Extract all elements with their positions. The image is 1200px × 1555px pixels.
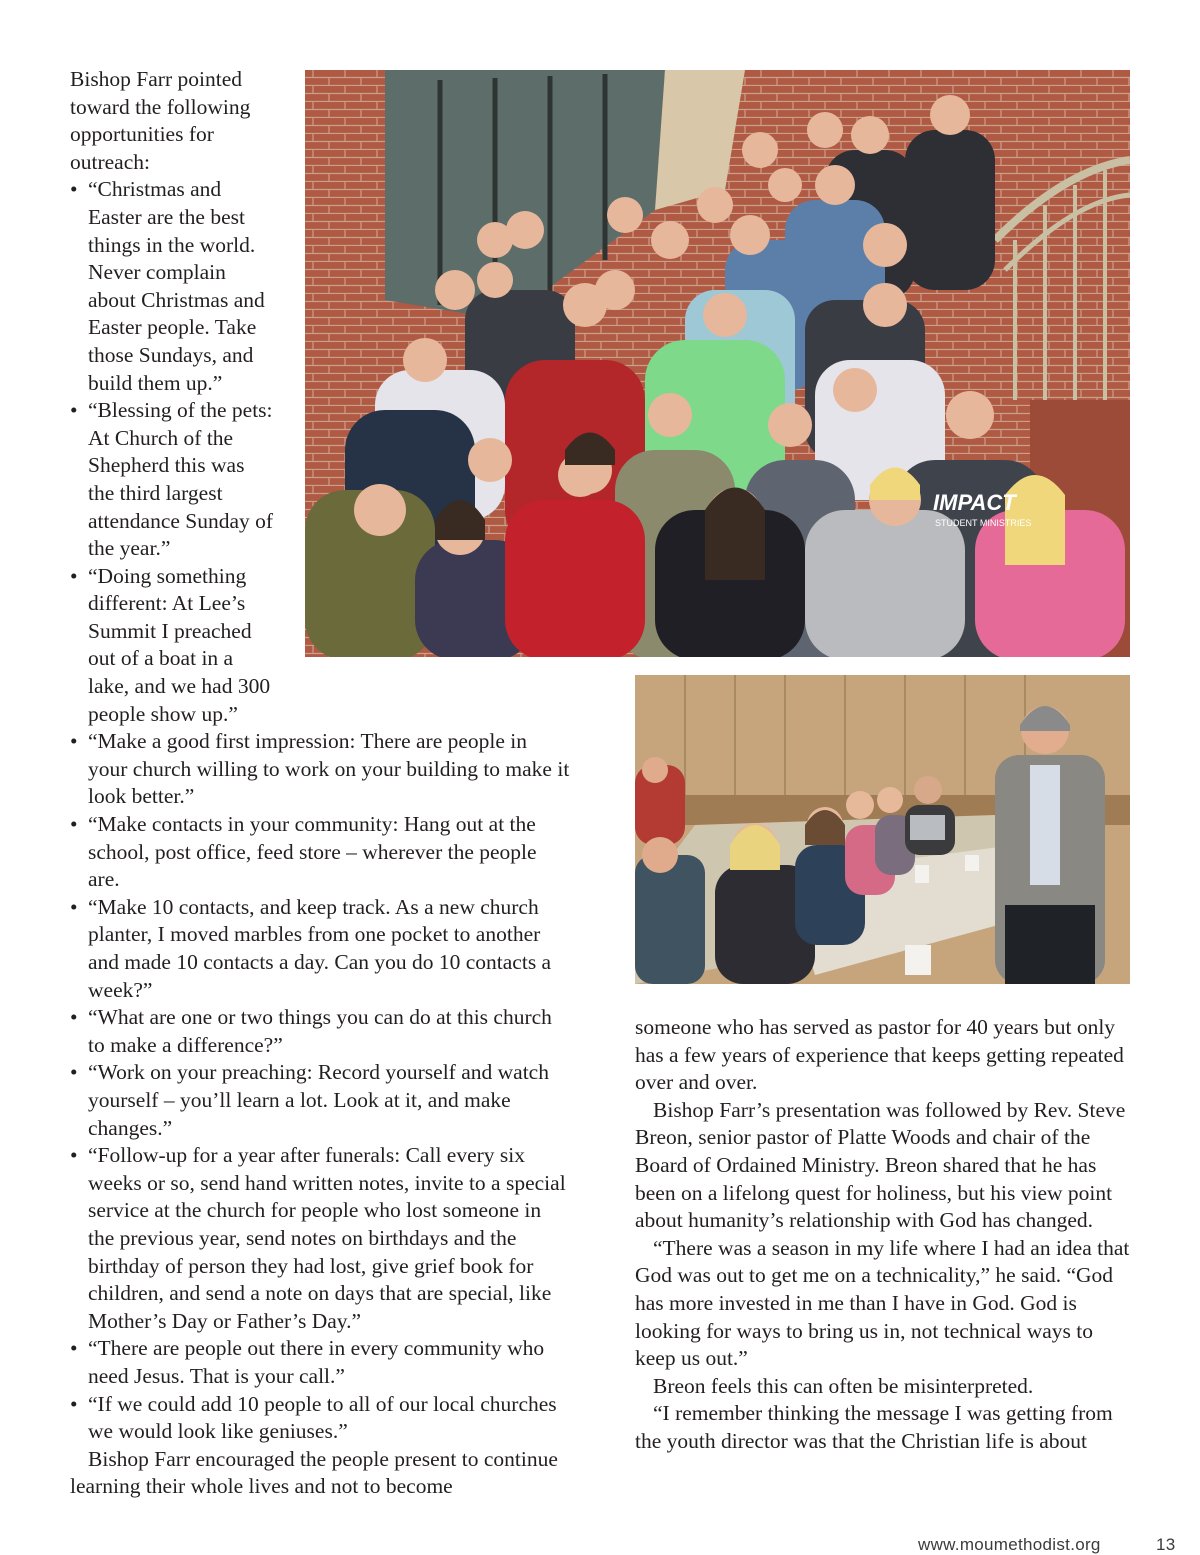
meeting-photo — [635, 675, 1130, 984]
group-photo — [305, 70, 1130, 657]
list-item: • “Make a good first impression: There are people in your church willing to work on your building to make it look better.” — [70, 728, 570, 811]
outreach-list-wide — [70, 728, 570, 1445]
footer-url: www.moumethodist.org — [918, 1535, 1101, 1554]
continued-paragraph: someone who has served as pastor for 40 years but only has a few years of experience that keeps getting repeated over and over. — [635, 1015, 1124, 1095]
list-item: • “Follow-up for a year after funerals: Call every six weeks or so, send hand written notes, invite to a special service at the church for people who lost someone in the previous year, send notes on birthdays and the birthday of person they had lost, give grief book for children, and send a note on days that are special, like Mother’s Day or Father’s Day.” — [70, 1142, 570, 1335]
right-column — [635, 1014, 1130, 1456]
list-item: • “Doing something different: At Lee’s Summit I preached out of a boat in a lake, and we had 300 people show up.” — [70, 563, 274, 729]
list-item: • “Work on your preaching: Record yourself and watch yourself – you’ll learn a lot. Look at it, and make changes.” — [70, 1059, 570, 1142]
body-paragraph: Breon feels this can often be misinterpreted. — [653, 1373, 1034, 1398]
page-number: 13 — [1156, 1535, 1176, 1554]
body-paragraph: “There was a season in my life where I had an idea that God was out to get me on a technicality,” he said. “God has more invested in me than I have in God. God is looking for ways to bring us in, not technical ways to keep us out.” — [635, 1235, 1130, 1371]
list-item: • “There are people out there in every community who need Jesus. That is your call.” — [70, 1335, 570, 1390]
list-item: • “Make 10 contacts, and keep track. As a new church planter, I moved marbles from one pocket to another and made 10 contacts a day. Can you do 10 contacts a week?” — [70, 894, 570, 1004]
list-item: • “Christmas and Easter are the best things in the world. Never complain about Christmas and Easter people. Take those Sundays, and build them up.” — [70, 176, 274, 397]
closing-paragraph: Bishop Farr encouraged the people present to continue learning their whole lives and not to become — [70, 1446, 558, 1499]
list-item: • “What are one or two things you can do at this church to make a difference?” — [70, 1004, 570, 1059]
list-item: • “Blessing of the pets: At Church of the Shepherd this was the third largest attendance Sunday of the year.” — [70, 397, 274, 563]
list-item: • “If we could add 10 people to all of our local churches we would look like geniuses.” — [70, 1391, 570, 1446]
body-paragraph: Bishop Farr’s presentation was followed by Rev. Steve Breon, senior pastor of Platte Woods and chair of the Board of Ordained Ministry. Breon shared that he has been on a lifelong quest for holiness, but his view point about humanity’s relationship with God has changed. — [635, 1097, 1126, 1233]
shirt-logo-text: IMPACT — [933, 490, 1016, 515]
shirt-logo-subtext: STUDENT MINISTRIES — [935, 518, 1032, 528]
body-paragraph: “I remember thinking the message I was getting from the youth director was that the Christian life is about — [635, 1401, 1113, 1453]
intro-paragraph: Bishop Farr pointed toward the following opportunities for outreach: — [70, 67, 251, 174]
list-item: • “Make contacts in your community: Hang out at the school, post office, feed store – wherever the people are. — [70, 811, 570, 894]
